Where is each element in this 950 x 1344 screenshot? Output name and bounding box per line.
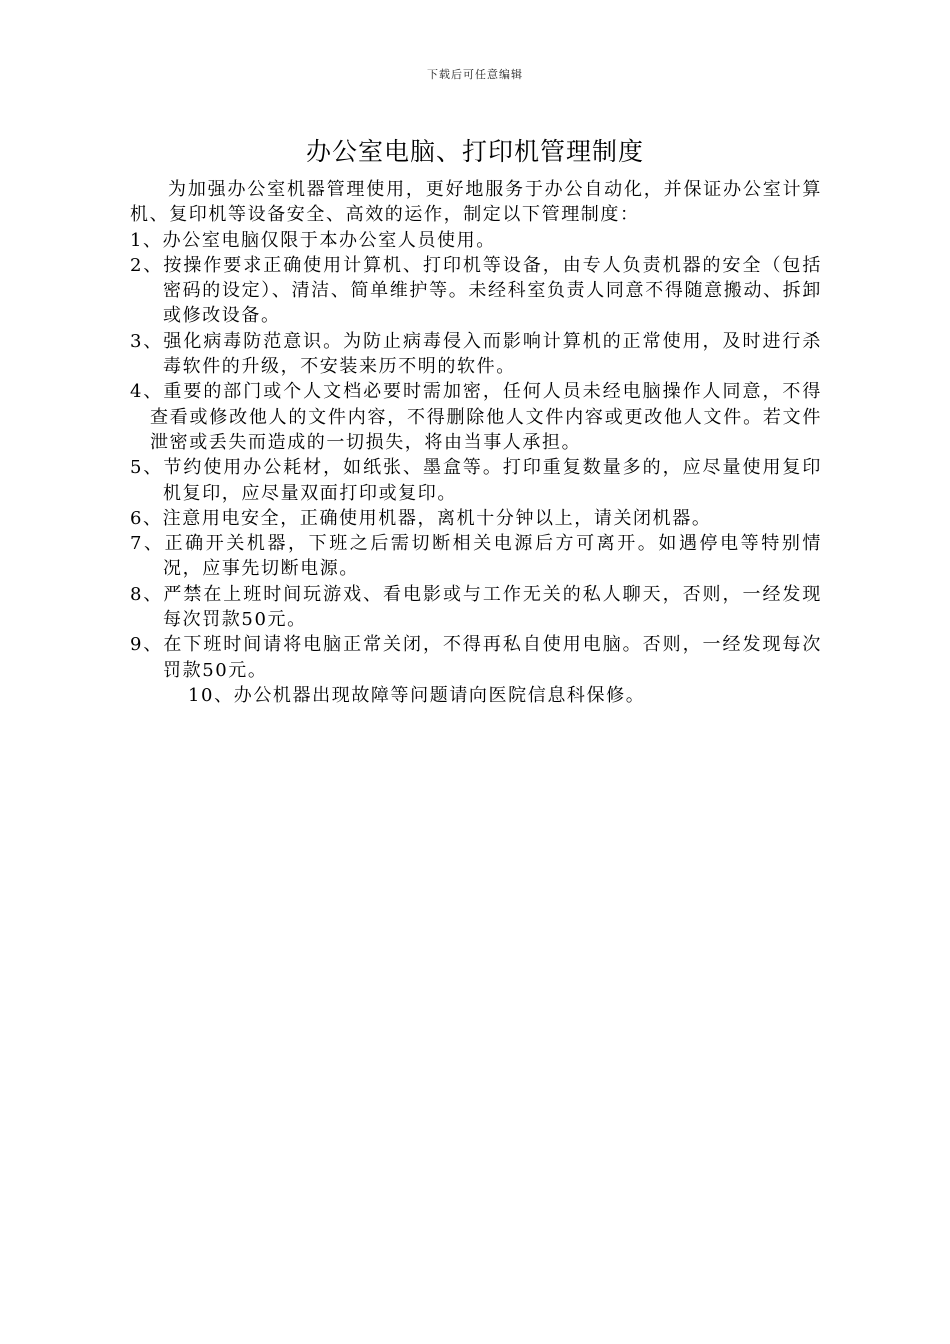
- rule-text: 按操作要求正确使用计算机、打印机等设备，由专人负责机器的安全（包括密码的设定）、清洁、简单维护等。未经科室负责人同意不得随意搬动、拆卸或修改设备。: [163, 254, 822, 327]
- rule-number: 3、: [130, 330, 164, 352]
- rule-number: 6、: [130, 507, 163, 529]
- rule-number: 7、: [130, 533, 165, 555]
- rule-text: 重要的部门或个人文档必要时需加密，任何人员未经电脑操作人同意，不得查看或修改他人的文件内容，不得删除他人文件内容或更改他人文件。若文件泄密或丢失而造成的一切损失，将由当事人承担。: [150, 381, 822, 453]
- rule-item-2: [130, 253, 822, 329]
- rule-item-4: [130, 379, 822, 455]
- rule-text: 节约使用办公耗材，如纸张、墨盒等。打印重复数量多的，应尽量使用复印机复印，应尽量双面打印或复印。: [163, 457, 822, 504]
- document-body: [130, 177, 822, 708]
- rule-text: 在下班时间请将电脑正常关闭，不得再私自使用电脑。否则，一经发现每次罚款50元。: [163, 634, 822, 681]
- rule-number: 8、: [130, 583, 164, 605]
- rule-item-7: [130, 531, 822, 582]
- rule-text: 强化病毒防范意识。为防止病毒侵入而影响计算机的正常使用，及时进行杀毒软件的升级，不安装来历不明的软件。: [163, 330, 822, 378]
- rule-text: 办公机器出现故障等问题请向医院信息科保修。: [233, 684, 646, 706]
- rule-number: 2、: [130, 254, 164, 276]
- rule-text: 严禁在上班时间玩游戏、看电影或与工作无关的私人聊天，否则，一经发现每次罚款50元。: [163, 583, 822, 631]
- rule-item-6: [130, 506, 822, 531]
- rule-text: 正确开关机器，下班之后需切断相关电源后方可离开。如遇停电等特别情况，应事先切断电源。: [163, 533, 822, 580]
- rule-number: 10、: [188, 684, 234, 706]
- rule-number: 1、: [130, 229, 163, 251]
- document-title: 办公室电脑、打印机管理制度: [305, 137, 644, 166]
- rule-number: 9、: [130, 634, 164, 656]
- rule-number: 4、: [130, 381, 164, 403]
- rule-item-10: [130, 683, 822, 708]
- rule-item-3: [130, 329, 822, 380]
- rule-item-1: [130, 228, 822, 253]
- rule-item-9: [130, 632, 822, 683]
- rule-item-8: [130, 582, 822, 633]
- rule-number: 5、: [130, 457, 164, 479]
- header-note: 下载后可任意编辑: [427, 68, 523, 81]
- rule-text: 办公室电脑仅限于本办公室人员使用。: [162, 229, 496, 251]
- rule-text: 注意用电安全，正确使用机器，离机十分钟以上，请关闭机器。: [162, 507, 712, 529]
- rule-item-5: [130, 455, 822, 506]
- intro-paragraph: 为加强办公室机器管理使用，更好地服务于办公自动化，并保证办公室计算机、复印机等设备安全、高效的运作，制定以下管理制度：: [130, 179, 822, 226]
